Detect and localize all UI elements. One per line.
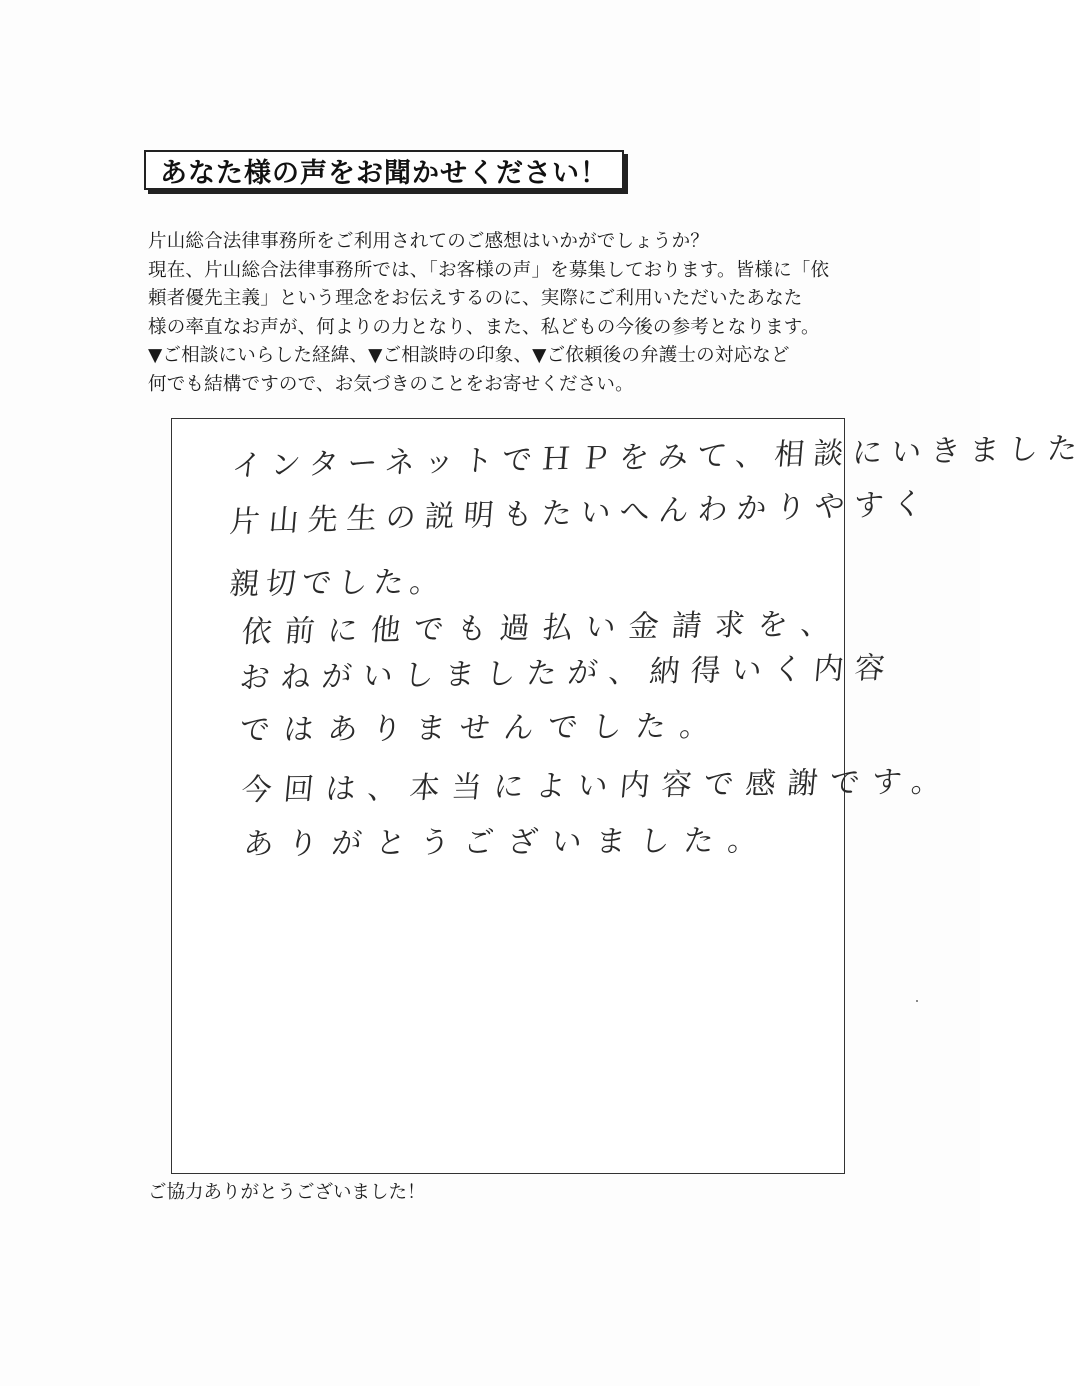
handwritten-answer-box	[171, 418, 1088, 1174]
handwritten-line: 今回は、本当によい内容で感謝です。	[240, 764, 955, 809]
handwritten-line: 依前に他でも過払い金請求を、	[240, 606, 846, 651]
handwritten-line: ではありませんでした。	[237, 708, 726, 749]
handwritten-line: 親切でした。	[228, 564, 448, 603]
intro-line: ▼ご相談にいらした経緯、▼ご相談時の印象、▼ご依頼後の弁護士の対応など	[148, 345, 790, 366]
intro-line: 片山総合法律事務所をご利用されてのご感想はいかがでしょうか？	[148, 231, 710, 252]
intro-line: 様の率直なお声が、何よりの力となり、また、私どもの今後の参考となります。	[148, 316, 820, 338]
handwritten-line: インターネットでＨＰをみて、相談にいきました	[230, 431, 1088, 485]
intro-line: 現在、片山総合法律事務所では、「お客様の声」を募集しております。皆様に「依	[148, 259, 830, 281]
intro-text	[148, 228, 848, 399]
title-banner	[144, 150, 624, 190]
handwritten-line: 片山先生の説明もたいへんわかりやすく	[228, 486, 933, 541]
handwritten-line: おねがいしましたが、納得いく内容	[238, 650, 898, 697]
page-title: あなた様の声をお聞かせください！	[160, 157, 608, 189]
handwritten-line: ありがとうございました。	[241, 823, 774, 863]
thanks-message: ご協力ありがとうございました！	[148, 1182, 426, 1203]
intro-line: 頼者優先主義」という理念をお伝えするのに、実際にご利用いただいたあなた	[148, 288, 803, 309]
intro-line: 何でも結構ですので、お気づきのことをお寄せください。	[148, 373, 634, 395]
scan-speck	[916, 1000, 918, 1002]
